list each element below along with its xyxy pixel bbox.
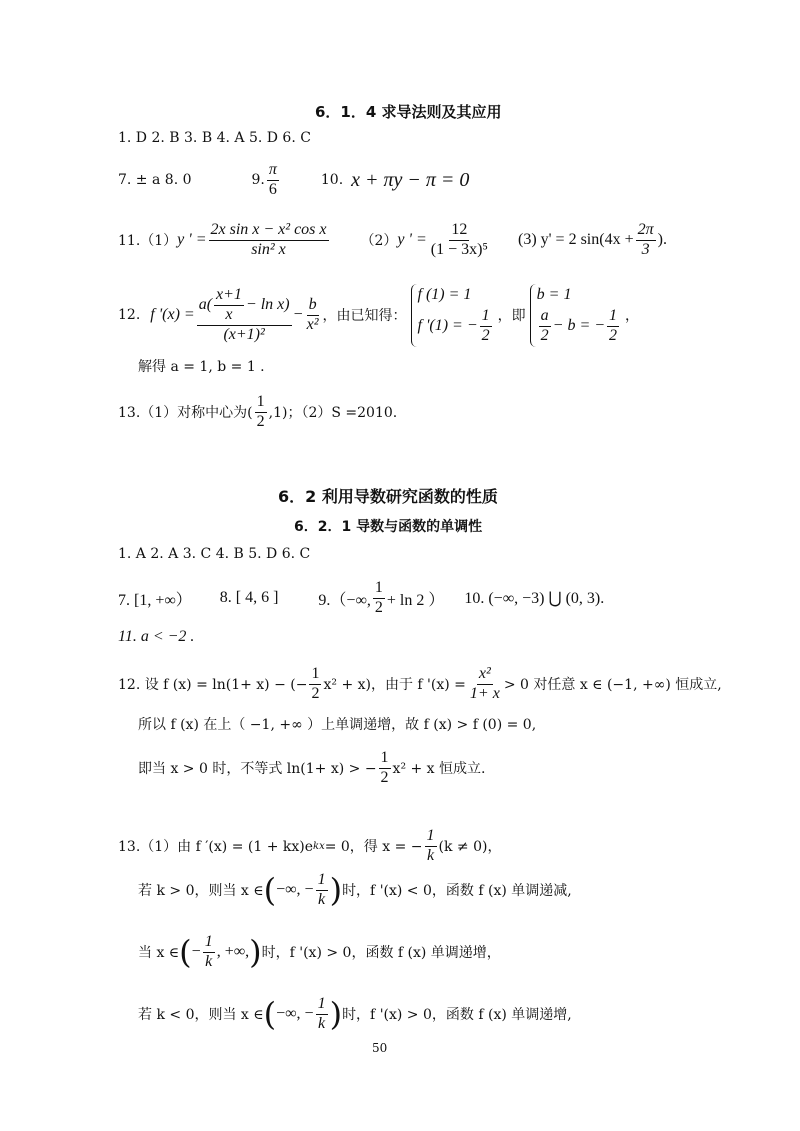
answer-11-1-fraction: $\frac{\text{2x sin x − x² cos x}}{\text{sin² x}}$ — [210, 221, 327, 258]
answer-line-6-2-7-10: 7. [1, +∞） 8. [ 4, 6 ] 9.（−∞, $\frac{1}{2}$ + ln 2 ） 10. (−∞, −3) ⋃ (0, 3). — [118, 579, 605, 616]
fraction-half: $\frac{1}{2}$ — [311, 665, 320, 702]
answer-12-system-2: b = 1 $\frac{a}{2}$ − b = − $\frac{1}{2}$ — [530, 284, 621, 347]
answer-12-comma: ， — [625, 308, 640, 325]
answer-12-text: ，由已知得： — [322, 308, 407, 325]
fraction-1-over-k: $\frac{1}{k}$ — [317, 871, 326, 908]
answer-6-2-12-line-2: 所以 f (x) 在上（ −1, +∞ ）上单调递增，故 f (x) > f (0) = 0, — [138, 717, 537, 733]
answer-6-2-12-line-3: 即当 x > 0 时，不等式 ln(1+ x) > − $\frac{1}{2}$ x² + x 恒成立. — [138, 749, 486, 786]
answer-11-3-end: ). — [657, 231, 667, 249]
answer-10-equation: x + πy − π = 0 — [351, 168, 470, 191]
answer-6-2-8: 8. [ 4, 6 ] — [219, 589, 279, 607]
answer-11-1-lhs: y ' = — [177, 231, 207, 249]
answer-12-main-fraction: a( $\frac{x+1}{x}$ − ln x) (x+1)² — [198, 286, 290, 343]
answer-line-11 — [118, 222, 667, 259]
answer-11-3-lhs: (3) y' = 2 sin(4x + — [518, 231, 634, 249]
answer-11-3-fraction: $\frac{2\pi}{3}$ — [637, 221, 654, 258]
answer-12-solution: 解得 a = 1, b = 1 . — [138, 359, 265, 375]
answer-6-2-13-line-4: 若 k < 0，则当 x ∈ ( −∞, − $\frac{1}{k}$ ) 时，f '(x) > 0，函数 f (x) 单调递增, — [138, 995, 572, 1034]
fraction-half: $\frac{1}{2}$ — [380, 749, 389, 786]
section-heading-6-1-4: 6．1．4 求导法则及其应用 — [315, 103, 502, 121]
answer-line-6-2-1-6: 1. A 2. A 3. C 4. B 5. D 6. C — [118, 546, 311, 562]
answer-7-8: 7. ± a 8. 0 — [118, 172, 192, 189]
answer-6-2-12-line-1: 12. 设 f (x) = ln(1+ x) − (− $\frac{1}{2}$ x² + x)，由于 f '(x) = $\frac{\text{x²}}{1+ x}$ > 0 对任意 x ∈ (−1, +∞) 恒成立, — [118, 665, 722, 702]
answer-6-2-9-fraction: $\frac{1}{2}$ — [374, 579, 383, 616]
answer-11-2-lhs: y ' = — [397, 231, 427, 249]
answer-12-lhs: f '(x) = — [150, 306, 195, 324]
answer-6-2-10: 10. (−∞, −3) ⋃ (0, 3). — [464, 590, 605, 608]
answer-6-2-13-line-3: 当 x ∈ ( − $\frac{1}{k}$ , +∞, ) 时，f '(x) > 0，函数 f (x) 单调递增， — [138, 933, 501, 972]
answer-12-label: 12. — [118, 307, 141, 324]
answer-6-2-13-line-1: 13.（1）由 f ′(x) = (1 + kx)e kx = 0，得 x = − $\frac{1}{k}$ (k ≠ 0)， — [118, 827, 502, 864]
answer-12-minus: − — [293, 306, 303, 324]
fraction-x2-over-1px: $\frac{\text{x²}}{1+ x}$ — [469, 665, 500, 702]
answer-line-13: 13.（1）对称中心为( $\frac{1}{2}$ ,1)；（2）S =2010. — [118, 393, 398, 430]
answer-6-2-13-line-2: 若 k > 0，则当 x ∈ ( −∞, − $\frac{1}{k}$ ) 时，f '(x) < 0，函数 f (x) 单调递减, — [138, 871, 572, 910]
section-heading-6-2: 6．2 利用导数研究函数的性质 — [278, 487, 498, 506]
answer-12-ie: ，即 — [497, 308, 526, 325]
answer-11-label: 11.（1） — [118, 233, 178, 250]
answer-13-fraction: $\frac{1}{2}$ — [256, 393, 265, 430]
answer-6-2-9: 9.（−∞, — [318, 591, 371, 609]
answer-9-fraction: $\frac{\pi}{6}$ — [268, 161, 277, 198]
answer-line-1-6: 1. D 2. B 3. B 4. A 5. D 6. C — [118, 130, 311, 146]
fraction-1-over-k: $\frac{1}{k}$ — [426, 827, 435, 864]
page-number: 50 — [372, 1041, 388, 1055]
answer-line-7-10 — [118, 162, 469, 199]
fraction-1-over-k: $\frac{1}{k}$ — [317, 995, 326, 1032]
answer-12-system-1: f (1) = 1 f '(1) = − $\frac{1}{2}$ — [411, 284, 494, 347]
answer-6-2-7: 7. [1, +∞） — [118, 591, 192, 609]
answer-12-b-fraction: $\frac{b}{\text{x²}}$ — [306, 296, 319, 333]
answer-6-2-11: 11. a < −2 . — [118, 628, 195, 645]
answer-11-2-fraction: $\frac{12}{\text{(1 − 3x)⁵}}$ — [430, 221, 489, 258]
answer-11-2-label: （2） — [360, 233, 398, 250]
answer-9-label: 9. — [251, 172, 265, 189]
answer-line-12 — [118, 284, 639, 347]
fraction-1-over-k: $\frac{1}{k}$ — [204, 933, 213, 970]
answer-10-label: 10. — [320, 172, 344, 189]
section-heading-6-2-1: 6．2．1 导数与函数的单调性 — [294, 519, 483, 535]
